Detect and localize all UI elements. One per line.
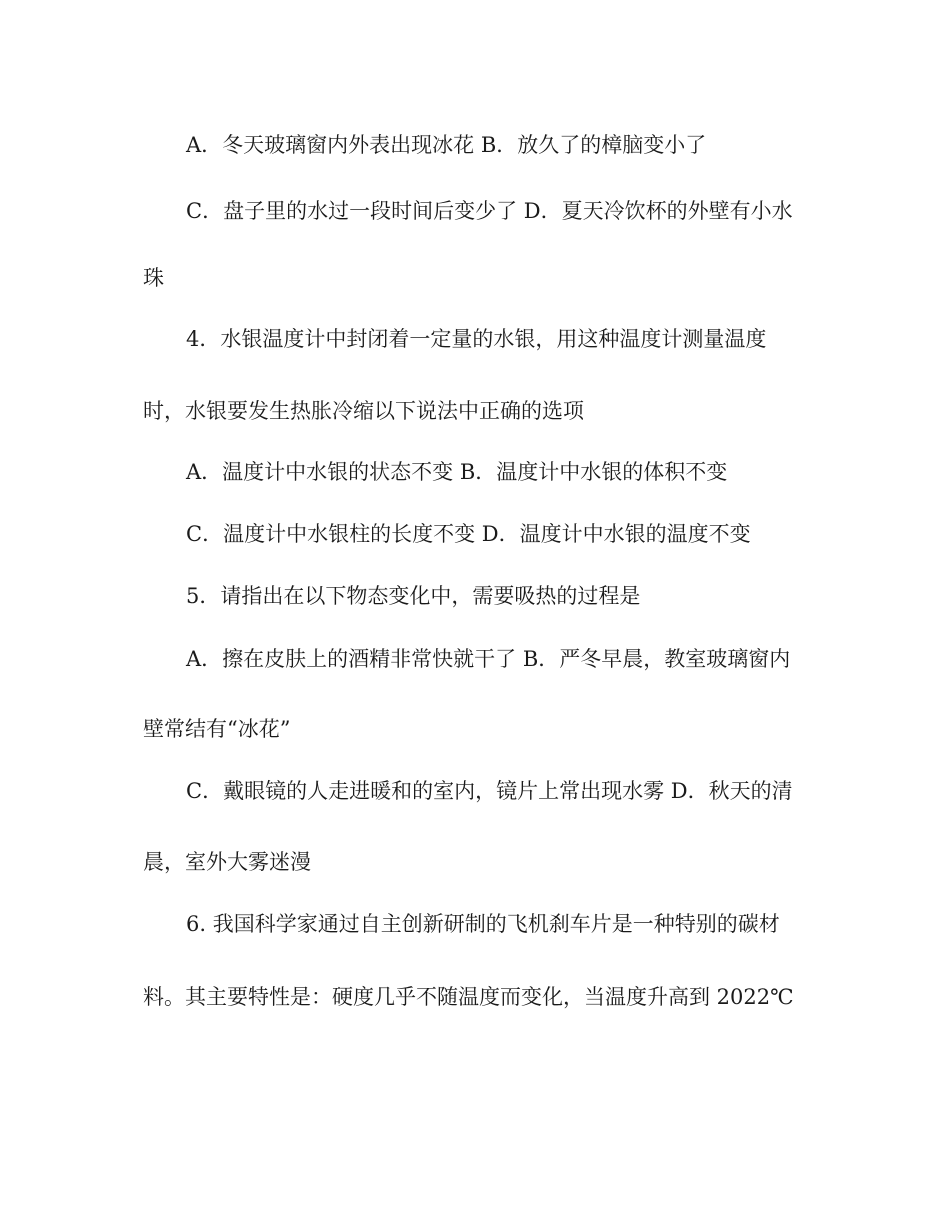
q3-option-c-d: C．盘子里的水过一段时间后变少了 D．夏天冷饮杯的外壁有小水 [186,199,793,223]
question-4-stem-continued: 时，水银要发生热胀冷缩以下说法中正确的选项 [143,399,584,423]
question-6-stem-continued: 料。其主要特性是：硬度几乎不随温度而变化，当温度升高到 2022℃ [143,985,794,1009]
q5-option-c-d: C．戴眼镜的人走进暖和的室内，镜片上常出现水雾 D．秋天的清 [186,779,793,803]
q3-option-a-b: A．冬天玻璃窗内外表出现冰花 B．放久了的樟脑变小了 [186,133,707,157]
q3-option-d-continued: 珠 [143,266,164,290]
question-5-stem: 5．请指出在以下物态变化中，需要吸热的过程是 [186,584,641,608]
q5-option-b-continued: 壁常结有“冰花” [143,717,291,741]
q5-option-a-b: A．擦在皮肤上的酒精非常快就干了 B．严冬早晨，教室玻璃窗内 [186,647,791,671]
question-4-stem: 4．水银温度计中封闭着一定量的水银，用这种温度计测量温度 [186,327,767,351]
q4-option-a-b: A．温度计中水银的状态不变 B．温度计中水银的体积不变 [186,460,728,484]
q4-option-c-d: C．温度计中水银柱的长度不变 D．温度计中水银的温度不变 [186,522,751,546]
q5-option-d-continued: 晨，室外大雾迷漫 [143,850,311,874]
question-6-stem: 6. 我国科学家通过自主创新研制的飞机刹车片是一种特别的碳材 [186,912,780,936]
